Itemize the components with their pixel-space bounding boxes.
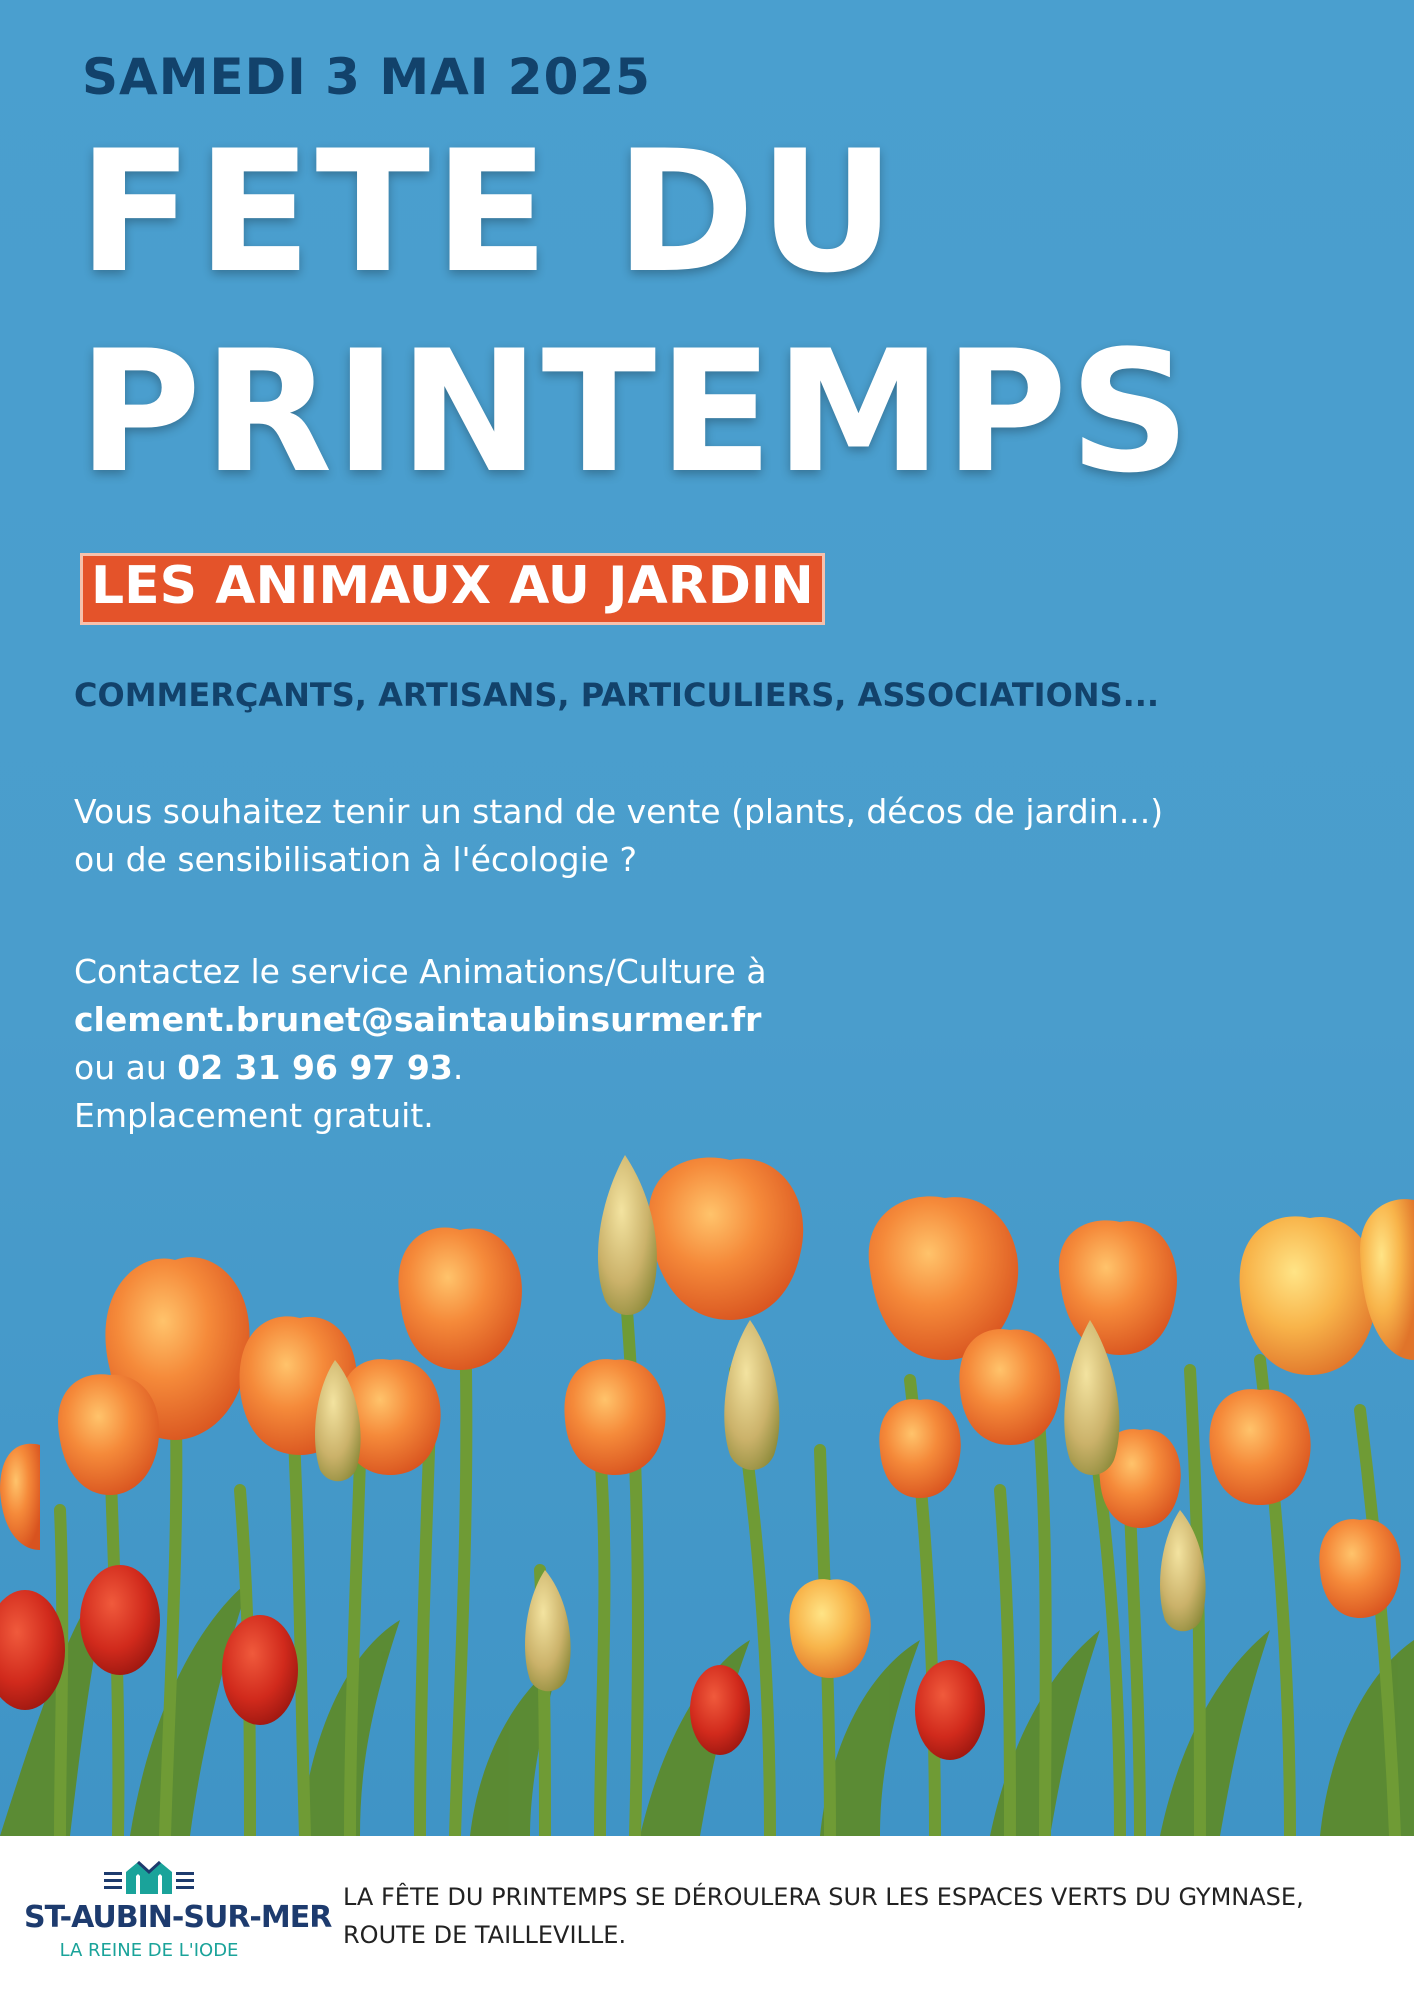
audience-heading: COMMERÇANTS, ARTISANS, PARTICULIERS, ASSOCIATIONS...: [74, 676, 1160, 714]
intro-line-2: ou de sensibilisation à l'écologie ?: [74, 840, 638, 879]
town-logo: [24, 1860, 332, 1980]
footer: [0, 1836, 1414, 2000]
contact-phone[interactable]: 02 31 96 97 93: [177, 1048, 453, 1087]
town-logo-tagline: LA REINE DE L'IODE: [59, 1940, 239, 1961]
tulips-illustration: [0, 1150, 1414, 1836]
phone-suffix: .: [452, 1048, 464, 1087]
phone-prefix: ou au: [74, 1048, 178, 1087]
contact-line: Contactez le service Animations/Culture à: [74, 952, 767, 991]
title-line-1: FETE DU: [78, 114, 900, 310]
town-logo-name: ST-AUBIN-SUR-MER: [24, 1900, 332, 1935]
intro-text: [74, 788, 1163, 884]
intro-line-1: Vous souhaitez tenir un stand de vente (plants, décos de jardin...): [74, 792, 1164, 831]
event-date: SAMEDI 3 MAI 2025: [82, 48, 651, 106]
contact-email[interactable]: clement.brunet@saintaubinsurmer.fr: [74, 1000, 762, 1039]
location-text: LA FÊTE DU PRINTEMPS SE DÉROULERA SUR LES ESPACES VERTS DU GYMNASE, ROUTE DE TAILLEVILLE.: [343, 1883, 1304, 1949]
contact-text: [74, 948, 767, 1140]
town-logo-houses-icon: [104, 1860, 194, 1896]
free-spot-note: Emplacement gratuit.: [74, 1096, 434, 1135]
title-line-2: PRINTEMPS: [78, 314, 1193, 510]
theme-banner: LES ANIMAUX AU JARDIN: [80, 553, 825, 625]
